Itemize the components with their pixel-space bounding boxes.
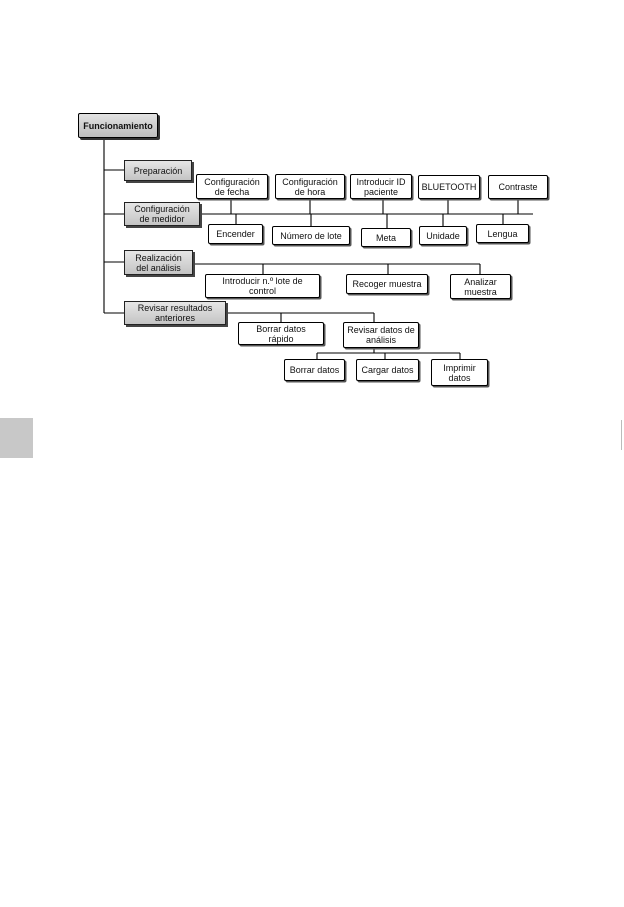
section-revisar: [124, 301, 226, 325]
node-revisar-datos-analisis: [343, 322, 419, 348]
node-imprimir-datos: [431, 359, 488, 386]
node-meta-label: Meta: [375, 232, 396, 243]
node-contraste-label: Contraste: [498, 182, 538, 192]
node-recoger-muestra-label: Recoger muestra: [352, 279, 422, 289]
node-introducir-id-paciente-label: Introducir ID paciente: [356, 176, 406, 197]
node-configuracion-hora: [275, 174, 345, 199]
root-node-funcionamiento: [78, 113, 158, 138]
node-configuracion-fecha: [196, 174, 268, 199]
section-realizacion-label: Realización del análisis: [135, 252, 182, 273]
node-introducir-id-paciente: [350, 174, 412, 199]
node-encender: [208, 224, 263, 244]
section-preparacion-label: Preparación: [133, 165, 183, 176]
node-revisar-datos-analisis-label: Revisar datos de análisis: [347, 325, 415, 345]
node-numero-lote-label: Número de lote: [280, 230, 342, 241]
node-numero-lote: [272, 226, 350, 245]
section-configuracion: [124, 202, 200, 226]
root-node-label: Funcionamiento: [83, 120, 153, 131]
node-borrar-datos-label: Borrar datos: [289, 365, 340, 375]
node-cargar-datos-label: Cargar datos: [361, 365, 414, 375]
section-configuracion-label: Configuración de medidor: [134, 204, 190, 224]
node-introducir-lote-control: [205, 274, 320, 298]
node-meta: [361, 228, 411, 247]
section-revisar-label: Revisar resultados anteriores: [137, 303, 213, 323]
section-preparacion: [124, 160, 192, 181]
node-bluetooth: [418, 175, 480, 199]
node-lengua: [476, 224, 529, 243]
node-analizar-muestra: [450, 274, 511, 299]
right-margin-mark: [621, 420, 622, 450]
node-introducir-lote-control-label: Introducir n.º lote de control: [222, 276, 303, 296]
node-imprimir-datos-label: Imprimir datos: [443, 362, 476, 383]
side-thumb-tab: [0, 418, 33, 458]
node-recoger-muestra: [346, 274, 428, 294]
node-borrar-datos-rapido: [238, 322, 324, 345]
node-unidade: [419, 226, 467, 245]
node-configuracion-hora-label: Configuración de hora: [282, 176, 338, 197]
node-borrar-datos: [284, 359, 345, 381]
node-borrar-datos-rapido-label: Borrar datos rápido: [256, 323, 306, 344]
node-cargar-datos: [356, 359, 419, 381]
section-realizacion: [124, 250, 193, 275]
node-encender-label: Encender: [216, 229, 255, 239]
node-analizar-muestra-label: Analizar muestra: [464, 276, 497, 297]
node-bluetooth-label: BLUETOOTH: [421, 182, 477, 192]
node-lengua-label: Lengua: [487, 228, 518, 239]
node-unidade-label: Unidade: [426, 230, 460, 241]
node-configuracion-fecha-label: Configuración de fecha: [204, 176, 260, 197]
node-contraste: [488, 175, 548, 199]
